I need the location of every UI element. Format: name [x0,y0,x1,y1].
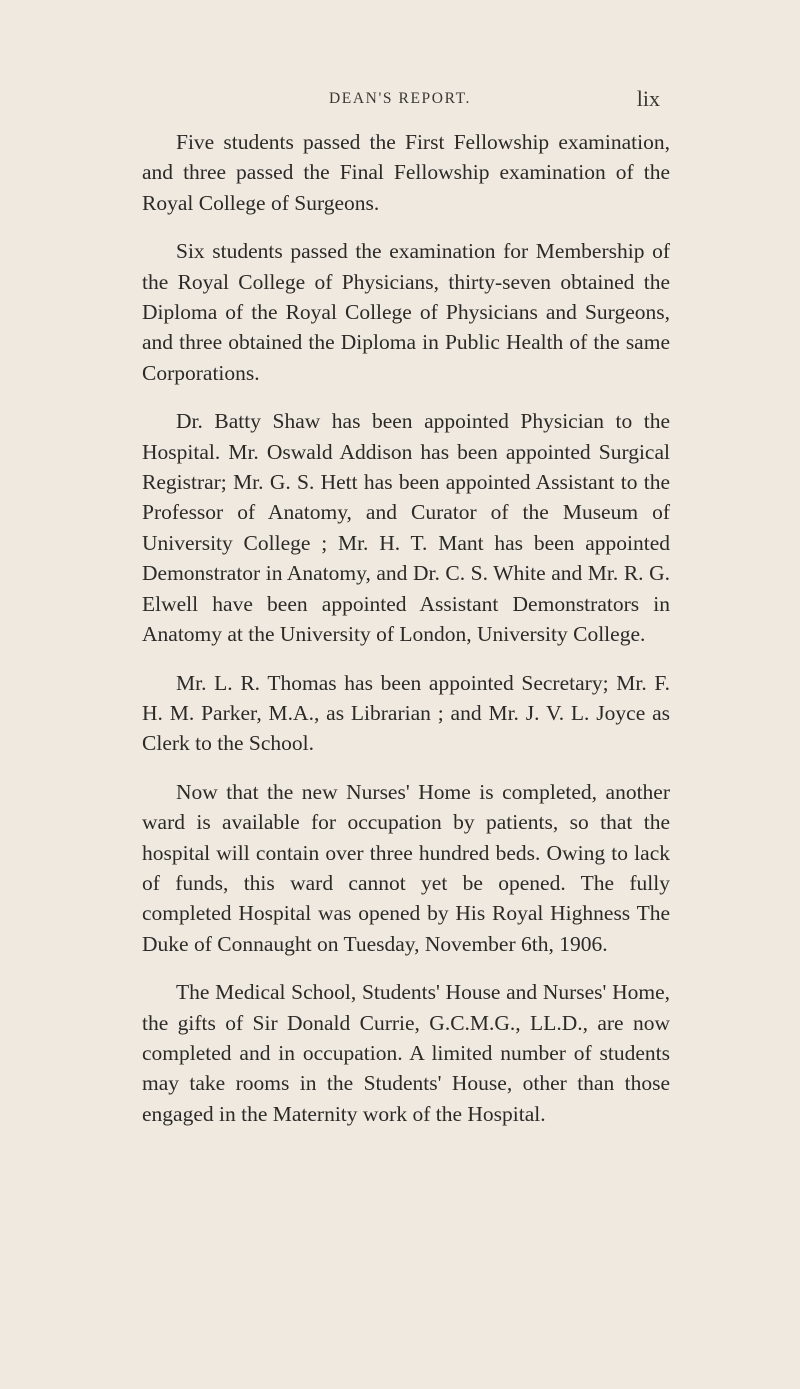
paragraph-school-appointments: Mr. L. R. Thomas has been appointed Secretary; Mr. F. H. M. Parker, M.A., as Librarian ; and Mr. J. V. L. Joyce as Clerk to the School. [142,670,670,756]
page-header [0,86,800,120]
paragraph-medical-school: The Medical School, Students' House and Nurses' Home, the gifts of Sir Donald Currie, G.C.M.G., LL.D., are now completed and in occupation. A limited number of students may take rooms in the Students' House, other than those engaged in the Maternity work of the Hospital. [142,980,670,1126]
running-head: DEAN'S REPORT. [329,90,471,107]
page-number: lix [636,86,660,111]
body-text [142,127,670,1129]
paragraph-staff-appointments: Dr. Batty Shaw has been appointed Physician to the Hospital. Mr. Oswald Addison has been appointed Surgical Registrar; Mr. G. S. Hett has been appointed Assistant to the Professor of Anatomy, and Curator of the Museum of University College ; Mr. H. T. Mant has been appointed Demonstrator in Anatomy, and Dr. C. S. White and Mr. R. G. Elwell have been appointed Assistant Demonstrators in Anatomy at the University of London, University College. [142,409,670,647]
paragraph-membership-results: Six students passed the examination for Membership of the Royal College of Physicians, thirty-seven obtained the Diploma of the Royal College of Physicians and Surgeons, and three obtained the Diploma in Public Health of the same Corporations. [142,239,670,385]
paragraph-nurses-home: Now that the new Nurses' Home is completed, another ward is available for occupation by patients, so that the hospital will contain over three hundred beds. Owing to lack of funds, this ward cannot yet be opened. The fully completed Hospital was opened by His Royal Highness The Duke of Connaught on Tuesday, November 6th, 1906. [142,779,670,956]
paragraph-fellowship-results: Five students passed the First Fellowship examination, and three passed the Final Fellowship examination of the Royal College of Surgeons. [142,130,670,215]
